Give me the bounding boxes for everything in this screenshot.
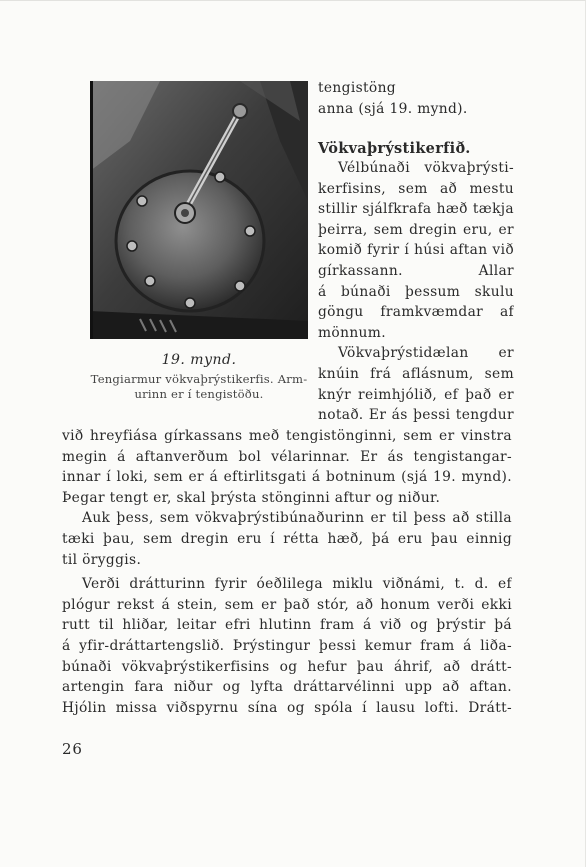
text-line: göngu framkvæmdar af	[318, 304, 514, 321]
text-line: Vélbúnaði vökvaþrýsti-	[338, 160, 514, 176]
text-line: þeirra, sem dregin eru, er	[318, 221, 514, 238]
text-line: Verði drátturinn fyrir óeðlilega miklu viðnámi, t. d. ef	[82, 576, 512, 593]
text-line: til öryggis.	[62, 551, 142, 568]
text-line: Þegar tengt er, skal þrýsta stönginni aftur og niður.	[62, 489, 441, 506]
figure-photo	[90, 81, 308, 339]
figure-caption-text	[88, 372, 310, 402]
caption-line: Tengiarmur vökvaþrýstikerfis. Arm-	[90, 372, 308, 386]
right-column-body	[318, 158, 514, 426]
text-line: rutt til hliðar, leitar efri hlutinn fram á við og þrýstir þá	[62, 617, 512, 634]
text-line: á yfir-dráttartengslið. Þrýstingur þessi kemur fram á liða-	[62, 637, 512, 654]
text-line: innar í loki, sem er á eftirlitsgati á botninum (sjá 19. mynd).	[62, 469, 512, 486]
text-line: plógur rekst á stein, sem er það stór, að honum verði ekki	[62, 596, 512, 613]
text-line: knýr reimhjólið, ef það er	[318, 386, 514, 403]
text-line: Hjólin missa viðspyrnu sína og spóla í lausu lofti. Drátt-	[62, 699, 512, 716]
text-line: Vökvaþrýstidælan er	[338, 345, 514, 362]
text-line: notað. Er ás þessi tengdur	[318, 407, 514, 424]
text-line: við hreyfiása gírkassans með tengistönginni, sem er vinstra	[62, 428, 512, 444]
page-number: 26	[62, 740, 83, 758]
section-heading: Vökvaþrýstikerfið.	[318, 140, 471, 157]
caption-line: urinn er í tengistöðu.	[134, 387, 264, 401]
text-line: Auk þess, sem vökvaþrýstibúnaðurinn er til þess að stilla	[82, 510, 512, 527]
text-line: á búnaði þessum skulu	[318, 283, 514, 300]
text-line: megin á aftanverðum bol vélarinnar. Er ás tengistangar-	[62, 448, 512, 465]
text-line: kerfisins, sem að mestu	[318, 180, 514, 197]
text-line: anna (sjá 19. mynd).	[318, 100, 468, 117]
text-line: artengin fara niður og lyfta dráttarvélinni upp að aftan.	[62, 679, 512, 696]
text-line: mönnum.	[318, 324, 386, 341]
text-line: tengistöng	[318, 80, 396, 96]
text-line: stillir sjálfkrafa hæð tækja	[318, 201, 514, 218]
text-line: búnaði vökvaþrýstikerfisins og hefur þau áhrif, að drátt-	[62, 658, 512, 675]
full-width-body	[62, 426, 512, 718]
text-line: komið fyrir í húsi aftan við	[318, 242, 514, 259]
figure-caption-title: 19. mynd.	[161, 352, 237, 368]
text-line: knúin frá aflásnum, sem	[318, 365, 514, 382]
right-column-top	[318, 78, 514, 119]
text-line: tæki þau, sem dregin eru í rétta hæð, þá eru þau einnig	[62, 530, 512, 547]
text-line: gírkassann. Allar	[318, 262, 514, 279]
